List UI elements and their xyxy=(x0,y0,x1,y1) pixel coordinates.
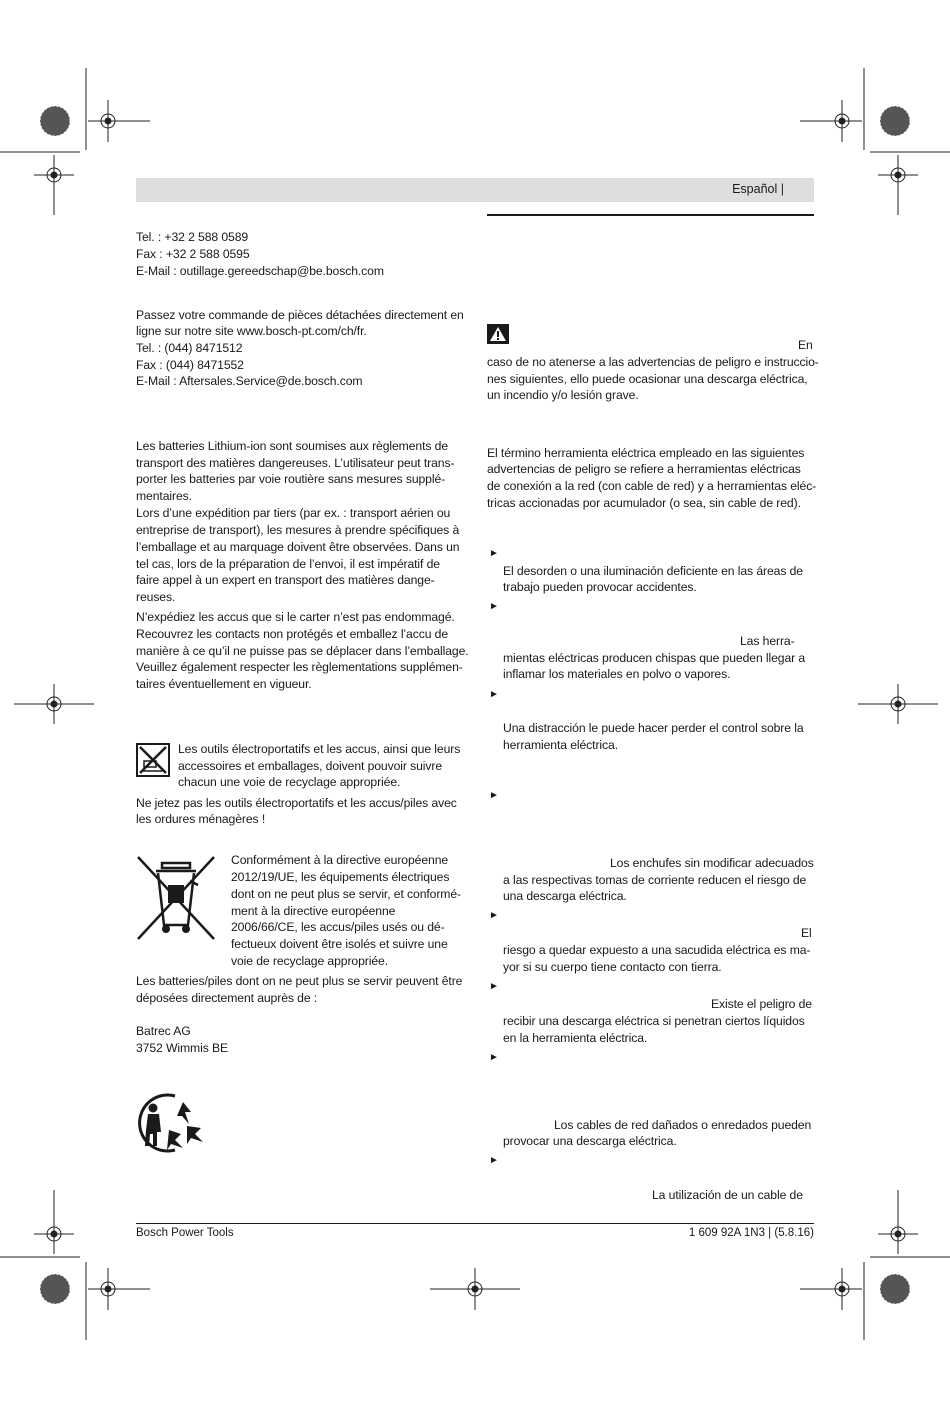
shipping-line: N’expédiez les accus que si le carter n’est pas endommagé. xyxy=(136,610,455,624)
shipping-line: taires éventuellement en vigueur. xyxy=(136,677,312,691)
bullet-arrow-icon: ► xyxy=(489,1155,499,1166)
shipping-line: Veuillez également respecter les règlementations supplémen- xyxy=(136,660,463,674)
transport-line: transport des matières dangereuses. L’utilisateur peut trans- xyxy=(136,456,455,470)
term-line: advertencias de peligro se refiere a herramientas eléctricas xyxy=(487,462,801,476)
bullet-8-start: La utilización de un cable de xyxy=(652,1188,803,1202)
transport-line: faire appel à un expert en transport des matières dange- xyxy=(136,573,435,587)
triman-logo-icon xyxy=(135,1090,207,1156)
contact-be-email: E-Mail : outillage.gereedschap@be.bosch.com xyxy=(136,264,384,278)
bullet-6-start: Existe el peligro de xyxy=(711,997,812,1011)
bullet-1-line: El desorden o una iluminación deficiente en las áreas de xyxy=(503,564,803,578)
contact-ch-tel: Tel. : (044) 8471512 xyxy=(136,341,243,355)
footer-rule xyxy=(136,1223,814,1224)
header-language: Español | xyxy=(732,182,784,196)
shipping-line: manière à ce qu’il ne puisse pas se déplacer dans l’emballage. xyxy=(136,644,469,658)
bullet-arrow-icon: ► xyxy=(489,601,499,612)
term-line: tricas accionadas por acumulador (o sea, sin cable de red). xyxy=(487,496,801,510)
household-line: les ordures ménagères ! xyxy=(136,812,266,826)
bullet-6-line: en la herramienta eléctrica. xyxy=(503,1031,648,1045)
weee-line: 2006/66/CE, les accus/piles usés ou dé- xyxy=(231,920,445,934)
term-line: de conexión a la red (con cable de red) y a herramientas eléc- xyxy=(487,479,817,493)
bullet-5-line: yor si su cuerpo tiene contacto con tierra. xyxy=(503,960,722,974)
page-header xyxy=(136,178,814,202)
recycle-line: chacun une voie de recyclage appropriée. xyxy=(178,775,401,789)
transport-line: mentaires. xyxy=(136,489,192,503)
batrec-intro-line: Les batteries/piles dont on ne peut plus se servir peuvent être xyxy=(136,974,463,988)
contact-ch-email: E-Mail : Aftersales.Service@de.bosch.com xyxy=(136,374,363,388)
bullet-arrow-icon: ► xyxy=(489,1052,499,1063)
warning-triangle-icon xyxy=(487,324,509,344)
warning-line: caso de no atenerse a las advertencias de peligro e instruccio- xyxy=(487,355,819,369)
contact-ch-line: Passez votre commande de pièces détachées directement en xyxy=(136,308,464,322)
contact-be-tel: Tel. : +32 2 588 0589 xyxy=(136,230,249,244)
transport-line: Lors d’une expédition par tiers (par ex. : transport aérien ou xyxy=(136,506,451,520)
batrec-name: Batrec AG xyxy=(136,1024,191,1038)
transport-line: tel cas, lors de la préparation de l’envoi, il est impératif de xyxy=(136,557,440,571)
transport-line: entreprise de transport), les mesures à prendre spécifiques à xyxy=(136,523,460,537)
transport-line: Les batteries Lithium-ion sont soumises aux règlements de xyxy=(136,439,449,453)
bullet-arrow-icon: ► xyxy=(489,981,499,992)
bullet-3-line: Una distracción le puede hacer perder el control sobre la xyxy=(503,721,804,735)
bullet-4-line: a las respectivas tomas de corriente reducen el riesgo de xyxy=(503,873,807,887)
bullet-1-line: trabajo pueden provocar accidentes. xyxy=(503,580,697,594)
bullet-7-line: provocar una descarga eléctrica. xyxy=(503,1134,677,1148)
bullet-7-start: Los cables de red dañados o enredados pueden xyxy=(554,1118,812,1132)
weee-line: Conformément à la directive européenne xyxy=(231,853,449,867)
bullet-5-start: El xyxy=(801,926,812,940)
weee-line: 2012/19/UE, les équipements électriques xyxy=(231,870,450,884)
transport-line: l’emballage et au marquage doivent être observées. Dans un xyxy=(136,540,460,554)
right-column-top-rule xyxy=(487,214,814,216)
bullet-3-line: herramienta eléctrica. xyxy=(503,738,618,752)
weee-line: fectueux doivent être isolés et suivre une xyxy=(231,937,448,951)
crossed-bin-icon xyxy=(136,855,216,941)
weee-line: voie de recyclage appropriée. xyxy=(231,954,388,968)
batrec-intro-line: déposées directement auprès de : xyxy=(136,991,318,1005)
bullet-4-start: Los enchufes sin modificar adecuados xyxy=(610,856,814,870)
warning-line: nes siguientes, ello puede ocasionar una descarga eléctrica, xyxy=(487,372,808,386)
contact-be-fax: Fax : +32 2 588 0595 xyxy=(136,247,250,261)
warning-text-start: En xyxy=(798,338,813,352)
bullet-4-line: una descarga eléctrica. xyxy=(503,889,627,903)
recycle-line: Les outils électroportatifs et les accus, ainsi que leurs xyxy=(178,742,461,756)
recycling-tools-icon xyxy=(136,743,170,777)
household-line: Ne jetez pas les outils électroportatifs et les accus/piles avec xyxy=(136,796,457,810)
recycle-line: accessoires et emballages, doivent pouvoir suivre xyxy=(178,759,443,773)
footer-doc-number: 1 609 92A 1N3 | (5.8.16) xyxy=(688,1227,814,1239)
bullet-2-line: mientas eléctricas producen chispas que pueden llegar a xyxy=(503,651,806,665)
bullet-arrow-icon: ► xyxy=(489,910,499,921)
bullet-5-line: riesgo a quedar expuesto a una sacudida eléctrica es ma- xyxy=(503,943,811,957)
bullet-2-start: Las herra- xyxy=(740,634,795,648)
warning-line: un incendio y/o lesión grave. xyxy=(487,388,639,402)
footer-brand: Bosch Power Tools xyxy=(136,1227,234,1239)
batrec-city: 3752 Wimmis BE xyxy=(136,1041,229,1055)
bullet-2-line: inflamar los materiales en polvo o vapores. xyxy=(503,667,731,681)
bullet-6-line: recibir una descarga eléctrica si penetran ciertos líquidos xyxy=(503,1014,805,1028)
bullet-arrow-icon: ► xyxy=(489,689,499,700)
shipping-line: Recouvrez les contacts non protégés et emballez l’accu de xyxy=(136,627,449,641)
transport-line: porter les batteries par voie routière sans mesures supplé- xyxy=(136,472,446,486)
contact-ch-fax: Fax : (044) 8471552 xyxy=(136,358,244,372)
term-line: El término herramienta eléctrica empleado en las siguientes xyxy=(487,446,805,460)
weee-line: ment à la directive européenne xyxy=(231,904,396,918)
bullet-arrow-icon: ► xyxy=(489,548,499,559)
transport-line: reuses. xyxy=(136,590,176,604)
bullet-arrow-icon: ► xyxy=(489,790,499,801)
contact-ch-line: ligne sur notre site www.bosch-pt.com/ch/fr. xyxy=(136,324,367,338)
weee-line: dont on ne peut plus se servir, et conformé- xyxy=(231,887,462,901)
